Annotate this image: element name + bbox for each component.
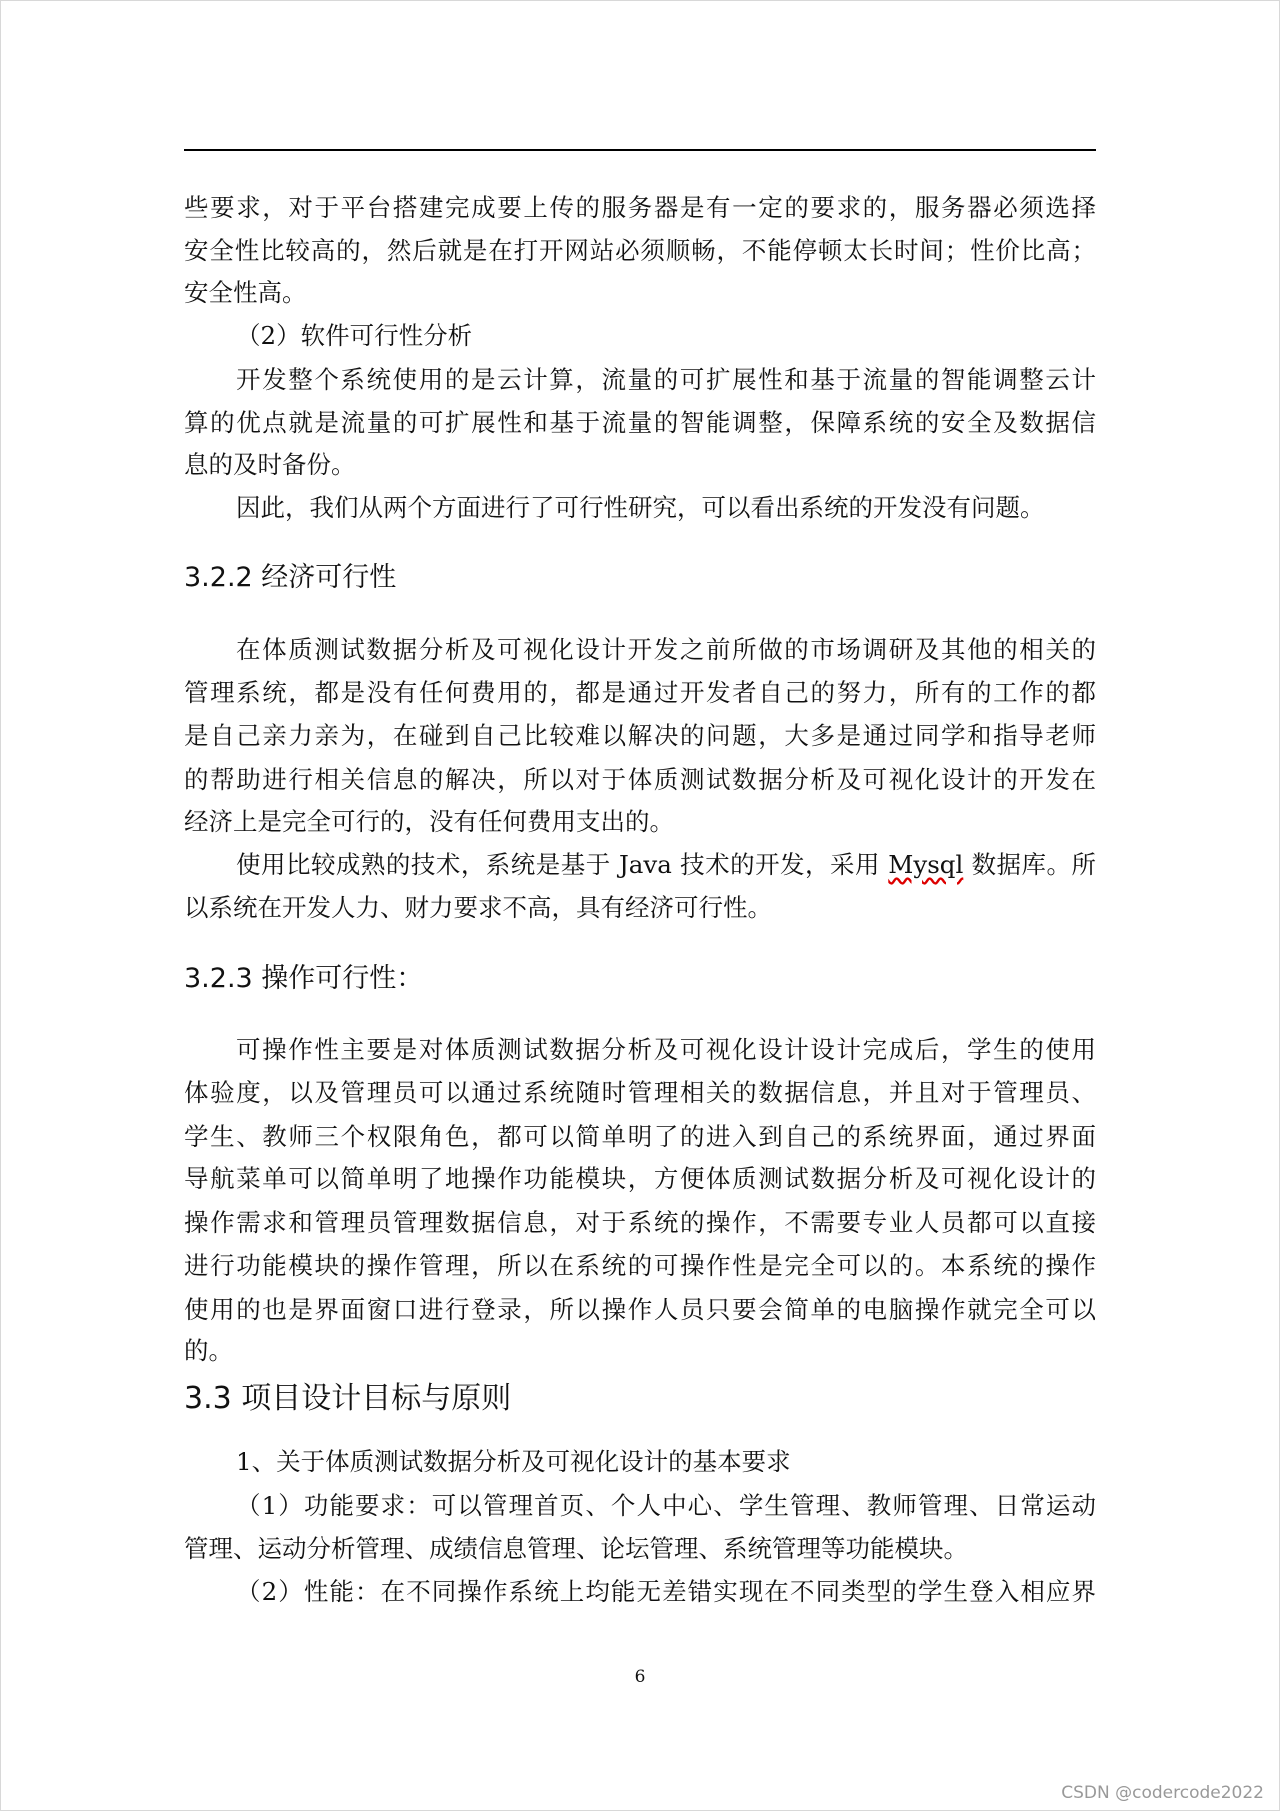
text-line: 息的及时备份。 <box>184 450 356 479</box>
text-line: 因此，我们从两个方面进行了可行性研究，可以看出系统的开发没有问题。 <box>236 493 1045 522</box>
watermark: CSDN @codercode2022 <box>1061 1783 1264 1803</box>
text-line: （2）性能：在不同操作系统上均能无差错实现在不同类型的学生登入相应界 <box>236 1577 1096 1606</box>
text-line: 开发整个系统使用的是云计算，流量的可扩展性和基于流量的智能调整云计 <box>236 365 1096 394</box>
heading-3-2-2: 3.2.2 经济可行性 <box>184 562 397 593</box>
text-line: 1、关于体质测试数据分析及可视化设计的基本要求 <box>236 1447 791 1476</box>
text-line: 安全性高。 <box>184 278 307 307</box>
text-line: 的帮助进行相关信息的解决，所以对于体质测试数据分析及可视化设计的开发在 <box>184 765 1096 794</box>
text-span: 数据库。所 <box>963 850 1096 879</box>
text-line: 可操作性主要是对体质测试数据分析及可视化设计设计完成后，学生的使用 <box>236 1035 1096 1064</box>
heading-3-3: 3.3 项目设计目标与原则 <box>184 1381 512 1416</box>
text-span: 使用比较成熟的技术，系统是基于 Java 技术的开发，采用 <box>236 850 889 879</box>
text-line: 导航菜单可以简单明了地操作功能模块，方便体质测试数据分析及可视化设计的 <box>184 1164 1096 1193</box>
header-rule <box>184 149 1096 151</box>
text-line: 安全性比较高的，然后就是在打开网站必须顺畅，不能停顿太长时间；性价比高； <box>184 236 1096 265</box>
text-line: 操作需求和管理员管理数据信息，对于系统的操作，不需要专业人员都可以直接 <box>184 1208 1096 1237</box>
heading-3-2-3: 3.2.3 操作可行性： <box>184 963 424 994</box>
text-line: 进行功能模块的操作管理，所以在系统的可操作性是完全可以的。本系统的操作 <box>184 1251 1096 1280</box>
text-line: 是自己亲力亲为，在碰到自己比较难以解决的问题，大多是通过同学和指导老师 <box>184 721 1096 750</box>
text-line: 在体质测试数据分析及可视化设计开发之前所做的市场调研及其他的相关的 <box>236 635 1096 664</box>
text-line: 算的优点就是流量的可扩展性和基于流量的智能调整，保障系统的安全及数据信 <box>184 408 1096 437</box>
text-line: 的。 <box>184 1336 233 1365</box>
text-line: 管理、运动分析管理、成绩信息管理、论坛管理、系统管理等功能模块。 <box>184 1534 968 1563</box>
text-line: 些要求，对于平台搭建完成要上传的服务器是有一定的要求的，服务器必须选择 <box>184 193 1096 222</box>
subheading-software-feasibility: （2）软件可行性分析 <box>236 321 473 350</box>
text-line: 体验度，以及管理员可以通过系统随时管理相关的数据信息，并且对于管理员、 <box>184 1078 1096 1107</box>
text-line: 使用的也是界面窗口进行登录，所以操作人员只要会简单的电脑操作就完全可以 <box>184 1295 1096 1324</box>
spellcheck-word: Mysql <box>888 850 964 879</box>
page-number: 6 <box>634 1667 646 1687</box>
text-line: （1）功能要求：可以管理首页、个人中心、学生管理、教师管理、日常运动 <box>236 1491 1096 1520</box>
text-line <box>236 850 1096 880</box>
text-line: 管理系统，都是没有任何费用的，都是通过开发者自己的努力，所有的工作的都 <box>184 678 1096 707</box>
text-line: 经济上是完全可行的，没有任何费用支出的。 <box>184 807 674 836</box>
text-line: 学生、教师三个权限角色，都可以简单明了的进入到自己的系统界面，通过界面 <box>184 1122 1096 1151</box>
text-line: 以系统在开发人力、财力要求不高，具有经济可行性。 <box>184 893 772 922</box>
